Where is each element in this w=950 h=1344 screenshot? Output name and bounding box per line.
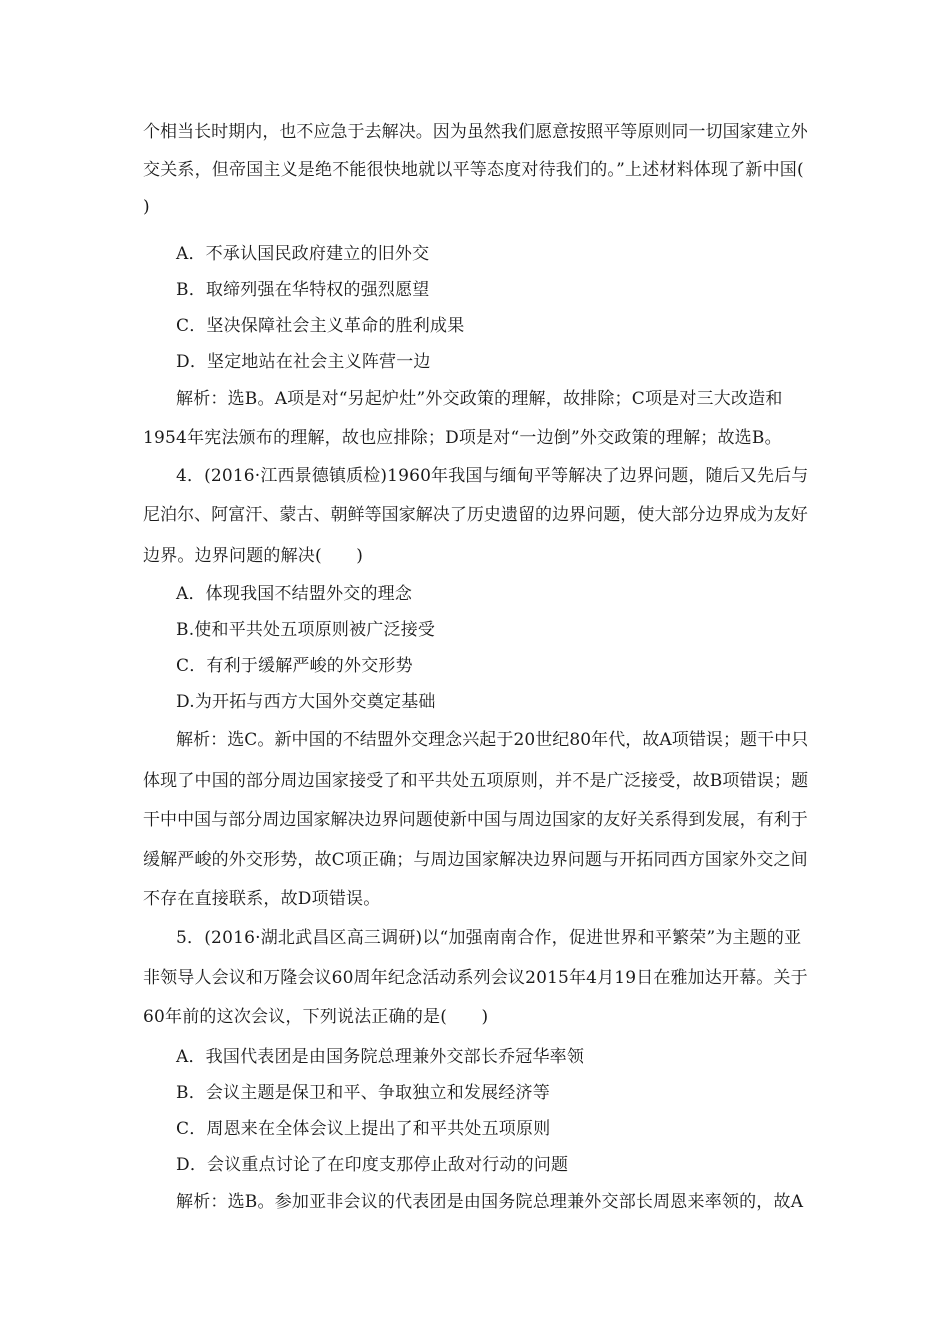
- option-d: D．坚定地站在社会主义阵营一边: [176, 352, 431, 372]
- option-d: D.为开拓与西方大国外交奠定基础: [176, 692, 436, 712]
- option-b: B．取缔列强在华特权的强烈愿望: [176, 280, 430, 300]
- option-b: B.使和平共处五项原则被广泛接受: [176, 620, 436, 640]
- analysis-line: 解析：选B。参加亚非会议的代表团是由国务院总理兼外交部长周恩来率领的，故A: [176, 1192, 804, 1212]
- option-a: A．体现我国不结盟外交的理念: [176, 584, 413, 604]
- option-c: C．周恩来在全体会议上提出了和平共处五项原则: [176, 1119, 551, 1139]
- option-c: C．有利于缓解严峻的外交形势: [176, 656, 413, 676]
- text-line: 边界。边界问题的解决( ): [143, 546, 364, 566]
- analysis-line: 解析：选B。A项是对“另起炉灶”外交政策的理解，故排除；C项是对三大改造和: [176, 389, 783, 409]
- option-a: A．我国代表团是由国务院总理兼外交部长乔冠华率领: [176, 1047, 585, 1067]
- option-b: B．会议主题是保卫和平、争取独立和发展经济等: [176, 1083, 550, 1103]
- question-5-stem: 5．(2016·湖北武昌区高三调研)以“加强南南合作，促进世界和平繁荣”为主题的亚: [176, 928, 802, 948]
- text-line: 非领导人会议和万隆会议60周年纪念活动系列会议2015年4月19日在雅加达开幕。关于: [143, 968, 808, 988]
- text-line: 交关系，但帝国主义是绝不能很快地就以平等态度对待我们的。”上述材料体现了新中国(: [143, 160, 804, 180]
- text-line: ): [143, 197, 150, 217]
- text-line: 体现了中国的部分周边国家接受了和平共处五项原则，并不是广泛接受，故B项错误；题: [143, 771, 809, 791]
- option-c: C．坚决保障社会主义革命的胜利成果: [176, 316, 465, 336]
- text-line: 1954年宪法颁布的理解，故也应排除；D项是对“一边倒”外交政策的理解；故选B。: [143, 428, 782, 448]
- question-4-stem: 4．(2016·江西景德镇质检)1960年我国与缅甸平等解决了边界问题，随后又先后与: [176, 466, 809, 486]
- option-a: A．不承认国民政府建立的旧外交: [176, 244, 430, 264]
- text-line: 个相当长时期内，也不应急于去解决。因为虽然我们愿意按照平等原则同一切国家建立外: [143, 122, 808, 142]
- text-line: 尼泊尔、阿富汗、蒙古、朝鲜等国家解决了历史遗留的边界问题，使大部分边界成为友好: [143, 505, 808, 525]
- text-line: 干中中国与部分周边国家解决边界问题使新中国与周边国家的友好关系得到发展，有利于: [143, 810, 808, 830]
- text-line: 缓解严峻的外交形势，故C项正确；与周边国家解决边界问题与开拓同西方国家外交之间: [143, 850, 808, 870]
- text-line: 不存在直接联系，故D项错误。: [143, 889, 381, 909]
- text-line: 60年前的这次会议，下列说法正确的是( ): [143, 1007, 489, 1027]
- analysis-line: 解析：选C。新中国的不结盟外交理念兴起于20世纪80年代，故A项错误；题干中只: [176, 730, 809, 750]
- option-d: D．会议重点讨论了在印度支那停止敌对行动的问题: [176, 1155, 569, 1175]
